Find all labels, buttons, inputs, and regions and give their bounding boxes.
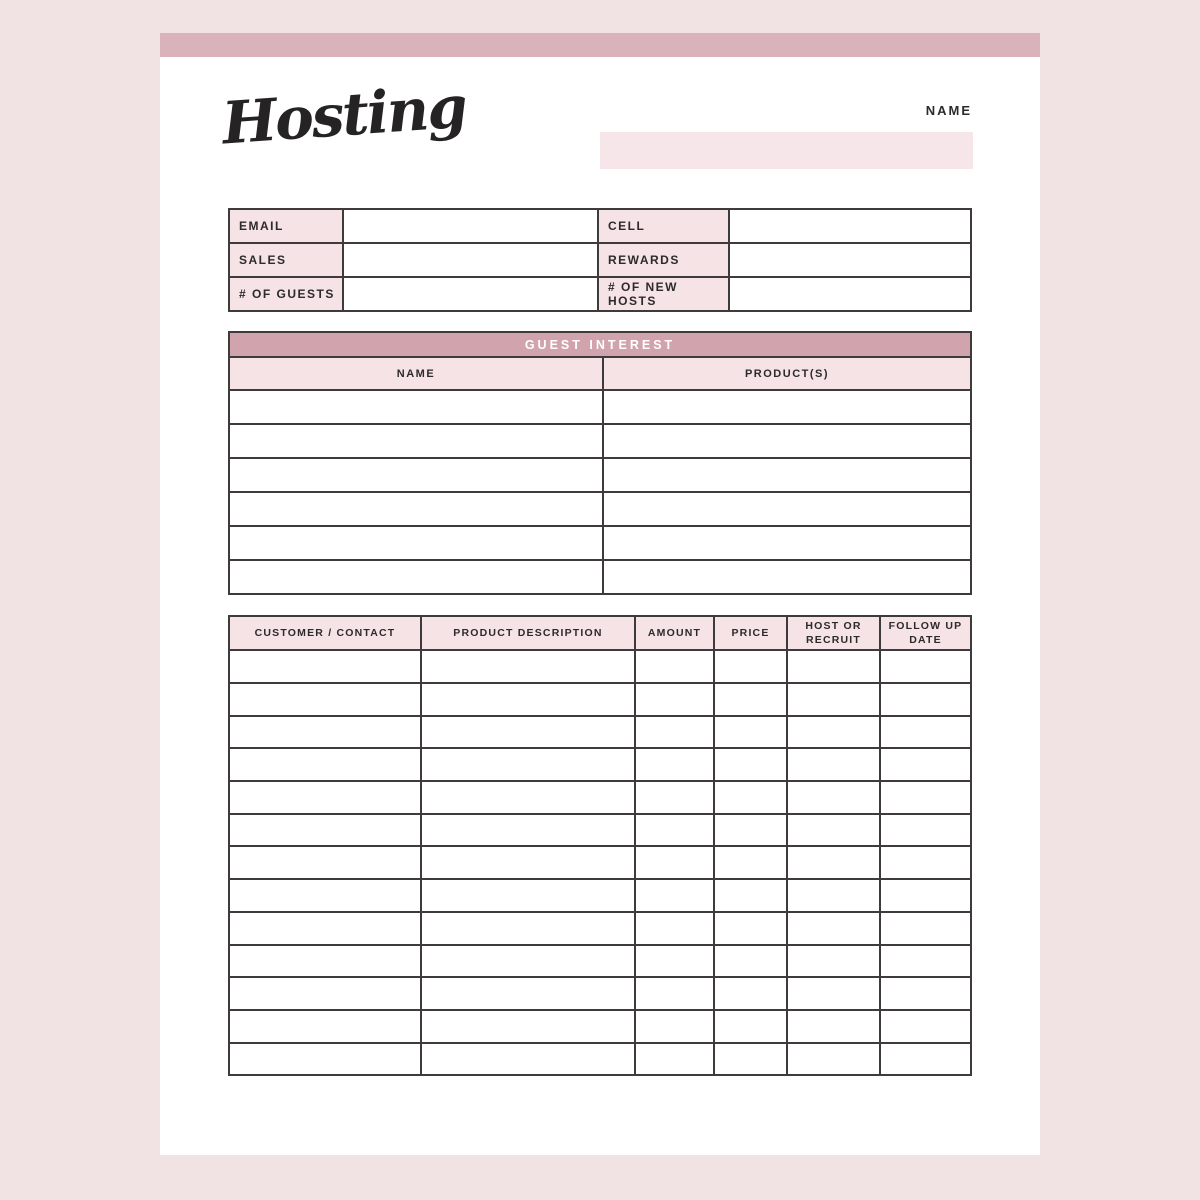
sales-row [229, 716, 971, 749]
sales-row [229, 846, 971, 879]
empty-cell[interactable] [880, 814, 971, 847]
empty-cell[interactable] [635, 683, 714, 716]
empty-cell[interactable] [229, 492, 603, 526]
empty-cell[interactable] [229, 424, 603, 458]
empty-cell[interactable] [635, 650, 714, 683]
empty-cell[interactable] [714, 912, 787, 945]
empty-cell[interactable] [880, 977, 971, 1010]
hosting-logo: Hosting [219, 72, 468, 158]
empty-cell[interactable] [635, 846, 714, 879]
empty-cell[interactable] [603, 424, 971, 458]
column-header-product-description: PRODUCT DESCRIPTION [421, 616, 635, 650]
empty-cell[interactable] [714, 781, 787, 814]
empty-cell[interactable] [714, 846, 787, 879]
form-page [160, 33, 1040, 1155]
guest-interest-row [229, 560, 971, 594]
empty-cell[interactable] [714, 879, 787, 912]
empty-cell[interactable] [714, 977, 787, 1010]
empty-cell[interactable] [714, 748, 787, 781]
sales-row [229, 814, 971, 847]
empty-cell[interactable] [787, 650, 880, 683]
empty-cell[interactable] [880, 683, 971, 716]
guests-count-label: # OF GUESTS [229, 277, 343, 311]
empty-cell[interactable] [787, 879, 880, 912]
empty-cell[interactable] [787, 945, 880, 978]
name-label: NAME [925, 103, 972, 118]
sales-row [229, 1010, 971, 1043]
empty-cell[interactable] [229, 912, 421, 945]
empty-cell[interactable] [421, 977, 635, 1010]
guest-interest-row [229, 492, 971, 526]
empty-cell[interactable] [635, 1043, 714, 1076]
table-row [229, 357, 971, 390]
empty-cell[interactable] [635, 879, 714, 912]
guest-interest-row [229, 424, 971, 458]
sales-row [229, 912, 971, 945]
column-header-amount: AMOUNT [635, 616, 714, 650]
sales-row [229, 650, 971, 683]
empty-cell[interactable] [787, 683, 880, 716]
empty-cell[interactable] [635, 977, 714, 1010]
empty-cell[interactable] [880, 945, 971, 978]
empty-cell[interactable] [421, 912, 635, 945]
empty-cell[interactable] [229, 390, 603, 424]
empty-cell[interactable] [229, 683, 421, 716]
empty-cell[interactable] [229, 560, 603, 594]
empty-cell[interactable] [421, 879, 635, 912]
sales-row [229, 1043, 971, 1076]
empty-cell[interactable] [787, 977, 880, 1010]
empty-cell[interactable] [421, 781, 635, 814]
empty-cell[interactable] [421, 748, 635, 781]
empty-cell[interactable] [421, 1043, 635, 1076]
empty-cell[interactable] [635, 1010, 714, 1043]
empty-cell[interactable] [635, 748, 714, 781]
empty-cell[interactable] [229, 748, 421, 781]
empty-cell[interactable] [229, 526, 603, 560]
empty-cell[interactable] [229, 716, 421, 749]
empty-cell[interactable] [787, 846, 880, 879]
empty-cell[interactable] [787, 781, 880, 814]
empty-cell[interactable] [787, 716, 880, 749]
empty-cell[interactable] [229, 650, 421, 683]
empty-cell[interactable] [880, 748, 971, 781]
rewards-field[interactable] [729, 243, 971, 277]
empty-cell[interactable] [714, 1010, 787, 1043]
empty-cell[interactable] [229, 781, 421, 814]
guest-interest-row [229, 526, 971, 560]
empty-cell[interactable] [880, 650, 971, 683]
empty-cell[interactable] [714, 650, 787, 683]
new-hosts-count-field[interactable] [729, 277, 971, 311]
sales-row [229, 945, 971, 978]
table-row [229, 332, 971, 357]
guest-interest-header: GUEST INTEREST [229, 332, 971, 357]
sales-row [229, 977, 971, 1010]
column-header-name: NAME [229, 357, 603, 390]
empty-cell[interactable] [714, 814, 787, 847]
cell-label: CELL [598, 209, 729, 243]
column-header-follow-up-date: FOLLOW UP DATE [880, 616, 971, 650]
empty-cell[interactable] [603, 458, 971, 492]
sales-row [229, 879, 971, 912]
empty-cell[interactable] [635, 781, 714, 814]
sales-row [229, 748, 971, 781]
empty-cell[interactable] [421, 1010, 635, 1043]
empty-cell[interactable] [421, 650, 635, 683]
table-row [229, 209, 971, 243]
empty-cell[interactable] [603, 526, 971, 560]
empty-cell[interactable] [603, 492, 971, 526]
empty-cell[interactable] [880, 879, 971, 912]
table-row [229, 277, 971, 311]
empty-cell[interactable] [421, 814, 635, 847]
empty-cell[interactable] [421, 716, 635, 749]
guests-count-field[interactable] [343, 277, 598, 311]
empty-cell[interactable] [229, 977, 421, 1010]
table-row [229, 616, 971, 650]
new-hosts-count-label: # OF NEW HOSTS [598, 277, 729, 311]
empty-cell[interactable] [714, 1043, 787, 1076]
empty-cell[interactable] [635, 912, 714, 945]
empty-cell[interactable] [635, 716, 714, 749]
host-info-table [228, 208, 972, 312]
empty-cell[interactable] [880, 716, 971, 749]
empty-cell[interactable] [421, 945, 635, 978]
cell-field[interactable] [729, 209, 971, 243]
table-row [229, 243, 971, 277]
empty-cell[interactable] [635, 945, 714, 978]
empty-cell[interactable] [880, 1043, 971, 1076]
column-header-customer-contact: CUSTOMER / CONTACT [229, 616, 421, 650]
guest-interest-table [228, 331, 972, 595]
empty-cell[interactable] [787, 1010, 880, 1043]
empty-cell[interactable] [603, 560, 971, 594]
empty-cell[interactable] [421, 846, 635, 879]
empty-cell[interactable] [229, 846, 421, 879]
empty-cell[interactable] [229, 945, 421, 978]
name-input[interactable] [600, 132, 973, 169]
column-header-products: PRODUCT(S) [603, 357, 971, 390]
empty-cell[interactable] [229, 1043, 421, 1076]
empty-cell[interactable] [229, 879, 421, 912]
empty-cell[interactable] [787, 912, 880, 945]
email-label: EMAIL [229, 209, 343, 243]
empty-cell[interactable] [880, 912, 971, 945]
guest-interest-row [229, 458, 971, 492]
email-field[interactable] [343, 209, 598, 243]
sales-row [229, 781, 971, 814]
empty-cell[interactable] [714, 716, 787, 749]
empty-cell[interactable] [229, 458, 603, 492]
column-header-host-or-recruit: HOST OR RECRUIT [787, 616, 880, 650]
empty-cell[interactable] [229, 1010, 421, 1043]
rewards-label: REWARDS [598, 243, 729, 277]
sales-row [229, 683, 971, 716]
empty-cell[interactable] [880, 846, 971, 879]
sales-tracker-table [228, 615, 972, 1076]
empty-cell[interactable] [787, 814, 880, 847]
empty-cell[interactable] [787, 1043, 880, 1076]
guest-interest-row [229, 390, 971, 424]
empty-cell[interactable] [229, 814, 421, 847]
empty-cell[interactable] [603, 390, 971, 424]
empty-cell[interactable] [635, 814, 714, 847]
empty-cell[interactable] [714, 683, 787, 716]
column-header-price: PRICE [714, 616, 787, 650]
empty-cell[interactable] [880, 1010, 971, 1043]
sales-field[interactable] [343, 243, 598, 277]
empty-cell[interactable] [714, 945, 787, 978]
empty-cell[interactable] [787, 748, 880, 781]
empty-cell[interactable] [880, 781, 971, 814]
empty-cell[interactable] [421, 683, 635, 716]
accent-bar [160, 33, 1040, 57]
sales-label: SALES [229, 243, 343, 277]
